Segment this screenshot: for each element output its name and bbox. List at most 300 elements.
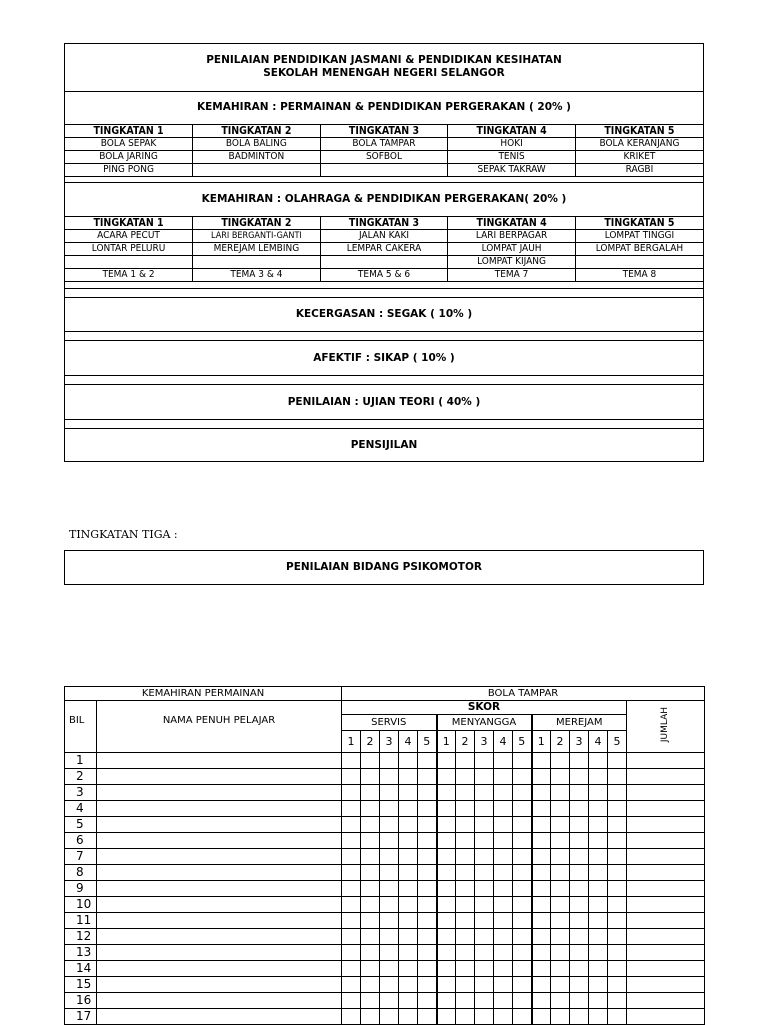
- score-cell[interactable]: [437, 817, 456, 833]
- score-cell[interactable]: [475, 881, 494, 897]
- score-cell[interactable]: [532, 913, 551, 929]
- score-cell[interactable]: [342, 785, 361, 801]
- score-cell[interactable]: [475, 913, 494, 929]
- score-cell[interactable]: [342, 1009, 361, 1025]
- kemahiran-permainan-label: KEMAHIRAN PERMAINAN: [65, 687, 342, 701]
- score-cell[interactable]: [437, 913, 456, 929]
- score-cell[interactable]: [532, 897, 551, 913]
- score-cell[interactable]: [418, 913, 437, 929]
- score-cell[interactable]: [570, 881, 589, 897]
- score-cell[interactable]: [418, 865, 437, 881]
- score-cell[interactable]: [551, 977, 570, 993]
- score-cell[interactable]: [456, 913, 475, 929]
- score-cell[interactable]: [437, 769, 456, 785]
- score-cell[interactable]: [589, 993, 608, 1009]
- student-name-cell[interactable]: [97, 849, 342, 865]
- jumlah-cell[interactable]: [627, 833, 705, 849]
- jumlah-cell[interactable]: [627, 865, 705, 881]
- score-cell[interactable]: [380, 881, 399, 897]
- score-cell[interactable]: [494, 977, 513, 993]
- score-cell[interactable]: [437, 833, 456, 849]
- table-cell: HOKI: [448, 138, 576, 151]
- score-cell[interactable]: [608, 849, 627, 865]
- score-cell[interactable]: [418, 945, 437, 961]
- score-cell[interactable]: [399, 849, 418, 865]
- score-cell[interactable]: [494, 817, 513, 833]
- score-cell[interactable]: [456, 865, 475, 881]
- score-cell[interactable]: [380, 769, 399, 785]
- score-cell[interactable]: [361, 961, 380, 977]
- score-cell[interactable]: [475, 897, 494, 913]
- score-cell[interactable]: [494, 833, 513, 849]
- score-cell[interactable]: [513, 833, 532, 849]
- score-cell[interactable]: [570, 769, 589, 785]
- score-cell[interactable]: [399, 993, 418, 1009]
- score-cell[interactable]: [361, 833, 380, 849]
- score-cell[interactable]: [589, 897, 608, 913]
- score-cell[interactable]: [551, 945, 570, 961]
- score-cell[interactable]: [380, 849, 399, 865]
- score-cell[interactable]: [380, 945, 399, 961]
- score-cell[interactable]: [399, 977, 418, 993]
- student-name-cell[interactable]: [97, 833, 342, 849]
- score-cell[interactable]: [342, 833, 361, 849]
- score-cell[interactable]: [532, 753, 551, 769]
- score-cell[interactable]: [342, 929, 361, 945]
- score-cell[interactable]: [589, 785, 608, 801]
- score-cell[interactable]: [589, 817, 608, 833]
- score-cell[interactable]: [608, 977, 627, 993]
- score-cell[interactable]: [608, 913, 627, 929]
- score-cell[interactable]: [475, 785, 494, 801]
- score-cell[interactable]: [361, 977, 380, 993]
- score-cell[interactable]: [570, 1009, 589, 1025]
- score-cell[interactable]: [494, 945, 513, 961]
- row-number: 6: [65, 833, 97, 849]
- score-cell[interactable]: [399, 817, 418, 833]
- score-cell[interactable]: [342, 817, 361, 833]
- row-number: 16: [65, 993, 97, 1009]
- score-cell[interactable]: [342, 801, 361, 817]
- score-cell[interactable]: [570, 817, 589, 833]
- score-cell[interactable]: [361, 849, 380, 865]
- score-cell[interactable]: [570, 833, 589, 849]
- jumlah-cell[interactable]: [627, 929, 705, 945]
- score-cell[interactable]: [532, 833, 551, 849]
- score-cell[interactable]: [361, 945, 380, 961]
- score-cell[interactable]: [418, 849, 437, 865]
- score-cell[interactable]: [361, 993, 380, 1009]
- score-cell[interactable]: [399, 801, 418, 817]
- student-name-cell[interactable]: [97, 881, 342, 897]
- score-cell[interactable]: [513, 961, 532, 977]
- score-cell[interactable]: [342, 961, 361, 977]
- score-cell[interactable]: [437, 881, 456, 897]
- score-cell[interactable]: [418, 801, 437, 817]
- score-cell[interactable]: [494, 785, 513, 801]
- jumlah-cell[interactable]: [627, 769, 705, 785]
- jumlah-cell[interactable]: [627, 849, 705, 865]
- score-cell[interactable]: [361, 913, 380, 929]
- score-cell[interactable]: [399, 929, 418, 945]
- student-name-cell[interactable]: [97, 929, 342, 945]
- score-cell[interactable]: [494, 993, 513, 1009]
- score-cell[interactable]: [513, 897, 532, 913]
- score-cell[interactable]: [513, 753, 532, 769]
- score-cell[interactable]: [475, 833, 494, 849]
- score-cell[interactable]: [418, 833, 437, 849]
- student-name-cell[interactable]: [97, 961, 342, 977]
- score-cell[interactable]: [532, 881, 551, 897]
- score-cell[interactable]: [608, 929, 627, 945]
- student-name-cell[interactable]: [97, 865, 342, 881]
- score-cell[interactable]: [551, 753, 570, 769]
- score-cell[interactable]: [475, 801, 494, 817]
- score-cell[interactable]: [589, 881, 608, 897]
- score-cell[interactable]: [475, 977, 494, 993]
- student-name-cell[interactable]: [97, 897, 342, 913]
- score-cell[interactable]: [532, 817, 551, 833]
- score-cell[interactable]: [475, 961, 494, 977]
- score-cell[interactable]: [475, 1009, 494, 1025]
- score-cell[interactable]: [532, 865, 551, 881]
- score-cell[interactable]: [570, 929, 589, 945]
- score-cell[interactable]: [532, 1009, 551, 1025]
- score-cell[interactable]: [551, 865, 570, 881]
- score-cell[interactable]: [513, 913, 532, 929]
- score-cell[interactable]: [380, 833, 399, 849]
- student-name-cell[interactable]: [97, 785, 342, 801]
- jumlah-cell[interactable]: [627, 801, 705, 817]
- score-cell[interactable]: [361, 785, 380, 801]
- score-cell[interactable]: [570, 801, 589, 817]
- score-cell[interactable]: [380, 993, 399, 1009]
- score-cell[interactable]: [608, 1009, 627, 1025]
- score-cell[interactable]: [342, 769, 361, 785]
- score-cell[interactable]: [513, 929, 532, 945]
- score-cell[interactable]: [361, 753, 380, 769]
- student-name-cell[interactable]: [97, 753, 342, 769]
- score-cell[interactable]: [342, 753, 361, 769]
- score-cell[interactable]: [418, 1009, 437, 1025]
- score-cell[interactable]: [494, 897, 513, 913]
- score-cell[interactable]: [475, 865, 494, 881]
- score-cell[interactable]: [456, 961, 475, 977]
- score-cell[interactable]: [437, 961, 456, 977]
- score-cell[interactable]: [513, 881, 532, 897]
- score-cell[interactable]: [513, 1009, 532, 1025]
- score-cell[interactable]: [570, 785, 589, 801]
- score-cell[interactable]: [589, 769, 608, 785]
- score-cell[interactable]: [589, 945, 608, 961]
- score-cell[interactable]: [361, 801, 380, 817]
- score-cell[interactable]: [456, 785, 475, 801]
- score-cell[interactable]: [494, 849, 513, 865]
- score-cell[interactable]: [589, 961, 608, 977]
- student-name-cell[interactable]: [97, 977, 342, 993]
- score-cell[interactable]: [475, 769, 494, 785]
- score-cell[interactable]: [456, 849, 475, 865]
- jumlah-cell[interactable]: [627, 817, 705, 833]
- score-cell[interactable]: [399, 769, 418, 785]
- score-cell[interactable]: [380, 865, 399, 881]
- score-cell[interactable]: [361, 897, 380, 913]
- score-cell[interactable]: [589, 977, 608, 993]
- score-cell[interactable]: [513, 993, 532, 1009]
- score-cell[interactable]: [551, 817, 570, 833]
- score-cell[interactable]: [437, 929, 456, 945]
- score-cell[interactable]: [589, 801, 608, 817]
- score-cell[interactable]: [380, 913, 399, 929]
- student-name-cell[interactable]: [97, 1009, 342, 1025]
- score-cell[interactable]: [399, 913, 418, 929]
- score-cell[interactable]: [608, 897, 627, 913]
- score-cell[interactable]: [399, 785, 418, 801]
- score-cell[interactable]: [570, 993, 589, 1009]
- student-name-cell[interactable]: [97, 817, 342, 833]
- score-cell[interactable]: [494, 865, 513, 881]
- score-cell[interactable]: [532, 849, 551, 865]
- table-cell: [65, 256, 193, 269]
- score-cell[interactable]: [437, 753, 456, 769]
- score-cell[interactable]: [456, 977, 475, 993]
- score-cell[interactable]: [437, 993, 456, 1009]
- score-cell[interactable]: [380, 897, 399, 913]
- score-cell[interactable]: [589, 1009, 608, 1025]
- score-cell[interactable]: [570, 945, 589, 961]
- score-cell[interactable]: [570, 977, 589, 993]
- row-number: 9: [65, 881, 97, 897]
- score-cell[interactable]: [361, 865, 380, 881]
- score-cell[interactable]: [437, 945, 456, 961]
- table-cell: MEREJAM LEMBING: [193, 243, 321, 256]
- score-cell[interactable]: [380, 977, 399, 993]
- score-cell[interactable]: [418, 769, 437, 785]
- score-cell[interactable]: [342, 881, 361, 897]
- student-name-cell[interactable]: [97, 769, 342, 785]
- score-cell[interactable]: [551, 961, 570, 977]
- score-cell[interactable]: [399, 753, 418, 769]
- score-cell[interactable]: [437, 801, 456, 817]
- score-cell[interactable]: [437, 849, 456, 865]
- score-cell[interactable]: [361, 1009, 380, 1025]
- jumlah-cell[interactable]: [627, 1009, 705, 1025]
- score-cell[interactable]: [551, 897, 570, 913]
- jumlah-cell[interactable]: [627, 897, 705, 913]
- score-cell[interactable]: [551, 833, 570, 849]
- score-cell[interactable]: [513, 769, 532, 785]
- score-cell[interactable]: [456, 753, 475, 769]
- score-cell[interactable]: [418, 753, 437, 769]
- score-cell[interactable]: [418, 897, 437, 913]
- score-cell[interactable]: [589, 865, 608, 881]
- score-cell[interactable]: [380, 801, 399, 817]
- score-cell[interactable]: [532, 801, 551, 817]
- score-cell[interactable]: [608, 785, 627, 801]
- score-cell[interactable]: [342, 945, 361, 961]
- score-cell[interactable]: [551, 913, 570, 929]
- score-cell[interactable]: [456, 897, 475, 913]
- score-cell[interactable]: [570, 961, 589, 977]
- jumlah-cell[interactable]: [627, 881, 705, 897]
- score-cell[interactable]: [589, 913, 608, 929]
- student-name-cell[interactable]: [97, 945, 342, 961]
- score-cell[interactable]: [456, 801, 475, 817]
- score-cell[interactable]: [361, 769, 380, 785]
- score-cell[interactable]: [418, 881, 437, 897]
- score-cell[interactable]: [608, 769, 627, 785]
- score-cell[interactable]: [608, 945, 627, 961]
- score-cell[interactable]: [342, 977, 361, 993]
- score-cell[interactable]: [513, 865, 532, 881]
- score-cell[interactable]: [456, 945, 475, 961]
- score-cell[interactable]: [494, 801, 513, 817]
- score-cell[interactable]: [608, 817, 627, 833]
- score-cell[interactable]: [437, 977, 456, 993]
- score-cell[interactable]: [513, 817, 532, 833]
- score-cell[interactable]: [342, 897, 361, 913]
- score-cell[interactable]: [437, 1009, 456, 1025]
- score-cell[interactable]: [494, 929, 513, 945]
- score-cell[interactable]: [475, 817, 494, 833]
- score-cell[interactable]: [342, 993, 361, 1009]
- score-cell[interactable]: [532, 785, 551, 801]
- student-name-cell[interactable]: [97, 801, 342, 817]
- jumlah-cell[interactable]: [627, 913, 705, 929]
- score-cell[interactable]: [551, 929, 570, 945]
- score-cell[interactable]: [570, 849, 589, 865]
- score-cell[interactable]: [399, 833, 418, 849]
- score-cell[interactable]: [361, 817, 380, 833]
- score-cell[interactable]: [418, 785, 437, 801]
- score-cell[interactable]: [418, 993, 437, 1009]
- score-cell[interactable]: [513, 977, 532, 993]
- score-cell[interactable]: [456, 1009, 475, 1025]
- jumlah-cell[interactable]: [627, 785, 705, 801]
- score-cell[interactable]: [494, 1009, 513, 1025]
- score-cell[interactable]: [589, 849, 608, 865]
- jumlah-cell[interactable]: [627, 753, 705, 769]
- score-cell[interactable]: [418, 961, 437, 977]
- score-cell[interactable]: [608, 993, 627, 1009]
- score-cell[interactable]: [494, 961, 513, 977]
- score-cell[interactable]: [399, 1009, 418, 1025]
- score-cell[interactable]: [399, 881, 418, 897]
- score-cell[interactable]: [513, 785, 532, 801]
- score-cell[interactable]: [551, 801, 570, 817]
- score-cell[interactable]: [380, 785, 399, 801]
- score-cell[interactable]: [570, 865, 589, 881]
- score-cell[interactable]: [532, 961, 551, 977]
- score-cell[interactable]: [532, 945, 551, 961]
- score-cell[interactable]: [475, 753, 494, 769]
- score-cell[interactable]: [551, 769, 570, 785]
- jumlah-cell[interactable]: [627, 993, 705, 1009]
- table-row: [65, 753, 705, 769]
- score-cell[interactable]: [399, 961, 418, 977]
- score-cell[interactable]: [380, 753, 399, 769]
- score-cell[interactable]: [399, 945, 418, 961]
- score-cell[interactable]: [399, 865, 418, 881]
- table-row: [65, 801, 705, 817]
- score-cell[interactable]: [456, 929, 475, 945]
- score-cell[interactable]: [380, 1009, 399, 1025]
- score-cell[interactable]: [532, 977, 551, 993]
- score-cell[interactable]: [380, 817, 399, 833]
- score-cell[interactable]: [494, 881, 513, 897]
- score-cell[interactable]: [513, 801, 532, 817]
- score-cell[interactable]: [608, 801, 627, 817]
- score-cell[interactable]: [418, 817, 437, 833]
- jumlah-cell[interactable]: [627, 977, 705, 993]
- score-cell[interactable]: [589, 753, 608, 769]
- scale-1: 1: [437, 731, 456, 753]
- score-cell[interactable]: [551, 993, 570, 1009]
- score-cell[interactable]: [418, 929, 437, 945]
- score-cell[interactable]: [456, 817, 475, 833]
- score-cell[interactable]: [494, 753, 513, 769]
- table-cell: RAGBI: [575, 164, 703, 177]
- student-name-cell[interactable]: [97, 913, 342, 929]
- score-cell[interactable]: [399, 897, 418, 913]
- score-cell[interactable]: [437, 897, 456, 913]
- score-cell[interactable]: [456, 993, 475, 1009]
- score-cell[interactable]: [475, 929, 494, 945]
- score-cell[interactable]: [380, 929, 399, 945]
- score-cell[interactable]: [380, 961, 399, 977]
- score-cell[interactable]: [361, 881, 380, 897]
- score-cell[interactable]: [532, 769, 551, 785]
- score-cell[interactable]: [342, 849, 361, 865]
- score-cell[interactable]: [494, 769, 513, 785]
- score-cell[interactable]: [608, 833, 627, 849]
- score-cell[interactable]: [342, 913, 361, 929]
- score-cell[interactable]: [361, 929, 380, 945]
- score-cell[interactable]: [475, 993, 494, 1009]
- student-name-cell[interactable]: [97, 993, 342, 1009]
- score-cell[interactable]: [456, 769, 475, 785]
- score-cell[interactable]: [513, 849, 532, 865]
- score-cell[interactable]: [513, 945, 532, 961]
- score-cell[interactable]: [456, 881, 475, 897]
- jumlah-cell[interactable]: [627, 945, 705, 961]
- score-cell[interactable]: [342, 865, 361, 881]
- score-cell[interactable]: [589, 833, 608, 849]
- score-cell[interactable]: [456, 833, 475, 849]
- score-cell[interactable]: [589, 929, 608, 945]
- score-cell[interactable]: [551, 849, 570, 865]
- score-cell[interactable]: [608, 753, 627, 769]
- score-cell[interactable]: [608, 881, 627, 897]
- score-cell[interactable]: [608, 865, 627, 881]
- score-cell[interactable]: [475, 945, 494, 961]
- score-cell[interactable]: [551, 881, 570, 897]
- score-cell[interactable]: [418, 977, 437, 993]
- score-cell[interactable]: [532, 929, 551, 945]
- score-cell[interactable]: [437, 865, 456, 881]
- score-cell[interactable]: [532, 993, 551, 1009]
- score-cell[interactable]: [437, 785, 456, 801]
- score-cell[interactable]: [494, 913, 513, 929]
- score-cell[interactable]: [608, 961, 627, 977]
- score-cell[interactable]: [551, 1009, 570, 1025]
- score-cell[interactable]: [570, 913, 589, 929]
- jumlah-cell[interactable]: [627, 961, 705, 977]
- score-cell[interactable]: [475, 849, 494, 865]
- score-cell[interactable]: [551, 785, 570, 801]
- score-cell[interactable]: [570, 897, 589, 913]
- score-cell[interactable]: [570, 753, 589, 769]
